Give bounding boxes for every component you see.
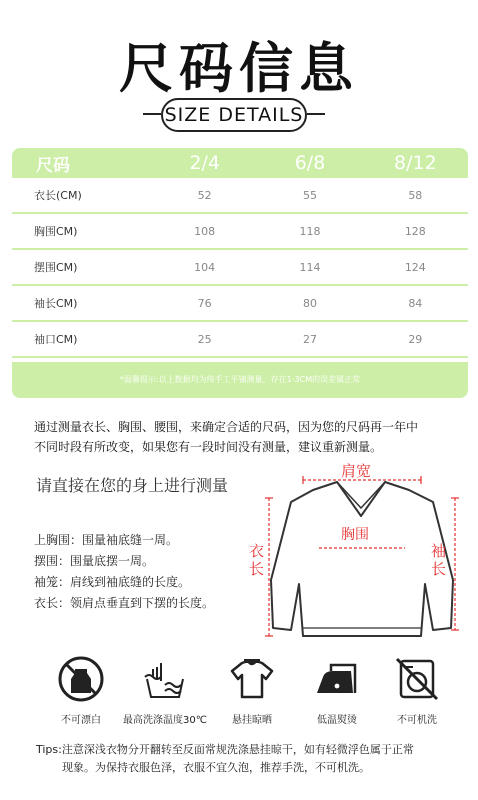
header-size-8-12: 8/12: [393, 152, 437, 174]
header-size-label: 尺码: [36, 155, 70, 176]
sleeve-length-label-2: 长: [431, 560, 447, 578]
badge-line-right: [307, 113, 325, 115]
cell-value: 114: [299, 260, 321, 274]
size-details-badge: SIZE DETAILS: [161, 98, 307, 132]
chest-label: 胸围: [341, 527, 369, 543]
table-row: [12, 214, 468, 250]
care-item-wash-30: [120, 655, 210, 726]
tips-line: 现象。为保持衣服色泽，衣服不宜久泡，推荐手洗，不可机洗。: [62, 761, 370, 774]
list-item: 上胸围：围量袖底缝一周。: [34, 533, 179, 547]
page-title: 尺码信息: [119, 37, 359, 100]
care-item-low-iron: [292, 655, 382, 726]
cell-value: 29: [408, 332, 423, 346]
size-table: [12, 148, 468, 398]
list-item: 摆围：围量底摆一周。: [34, 554, 155, 568]
cell-value: 84: [408, 296, 423, 310]
care-tips: [36, 741, 456, 777]
tips-line: Tips:注意深浅衣物分开翻转至反面常规洗涤悬挂晾干，如有轻微浮色属于正常: [36, 743, 414, 756]
care-label: 悬挂晾晒: [232, 715, 272, 726]
row-label: 衣长(CM): [34, 189, 82, 202]
cell-value: 124: [404, 260, 426, 274]
no-bleach-icon: [57, 655, 105, 703]
care-item-hang-dry: [207, 655, 297, 726]
care-item-no-machine-wash: [372, 655, 462, 726]
header-size-6-8: 6/8: [294, 152, 326, 174]
cell-value: 58: [408, 188, 423, 202]
cell-value: 80: [302, 296, 317, 310]
measure-heading: 请直接在您的身上进行测量: [36, 476, 229, 495]
cell-value: 25: [197, 332, 212, 346]
body-length-label-2: 长: [249, 560, 265, 578]
row-label: 袖长CM): [34, 297, 78, 310]
hang-dry-icon: [228, 655, 276, 703]
measure-list: [34, 530, 214, 614]
care-label: 不可漂白: [61, 715, 101, 726]
shoulder-width-label: 肩宽: [341, 462, 372, 480]
cell-value: 108: [194, 224, 216, 238]
cell-value: 128: [404, 224, 426, 238]
care-instructions: [0, 655, 478, 735]
row-label: 袖口CM): [34, 333, 78, 346]
list-item: 袖笼：肩线到袖底缝的长度。: [34, 575, 191, 589]
description-line: 不同时段有所改变，如果您有一段时间没有测量，建议重新测量。: [34, 440, 383, 454]
header-size-2-4: 2/4: [189, 152, 220, 174]
table-row: [12, 286, 468, 322]
body-length-label-1: 衣: [249, 542, 265, 560]
table-row: [12, 322, 468, 358]
cell-value: 55: [302, 188, 317, 202]
description-line: 通过测量衣长、胸围、腰围，来确定合适的尺码，因为您的尺码再一年中: [34, 420, 419, 434]
cell-value: 76: [197, 296, 212, 310]
wash-30-icon: [141, 655, 189, 703]
measure-description: [34, 417, 464, 457]
care-label: 低温熨烫: [317, 715, 357, 726]
no-machine-wash-icon: [393, 655, 441, 703]
row-label: 胸围CM): [34, 225, 78, 238]
measurement-note: *温馨提示:以上数据均为纯手工平铺测量，存在1-3CM的误差属正常: [12, 362, 468, 398]
cell-value: 118: [299, 224, 321, 238]
sweater-diagram: [249, 458, 470, 643]
row-label: 摆围CM): [34, 261, 78, 274]
table-row: [12, 250, 468, 286]
table-row: [12, 178, 468, 214]
cell-value: 104: [194, 260, 216, 274]
low-iron-icon: [313, 655, 361, 703]
cell-value: 27: [302, 332, 317, 346]
list-item: 衣长：领肩点垂直到下摆的长度。: [34, 596, 215, 610]
cell-value: 52: [197, 188, 212, 202]
sleeve-length-label-1: 袖: [431, 542, 447, 560]
care-item-no-bleach: [36, 655, 126, 726]
care-label: 最高洗涤温度30℃: [123, 715, 207, 726]
care-label: 不可机洗: [397, 715, 437, 726]
badge-line-left: [143, 113, 161, 115]
size-table-header: [12, 148, 468, 178]
